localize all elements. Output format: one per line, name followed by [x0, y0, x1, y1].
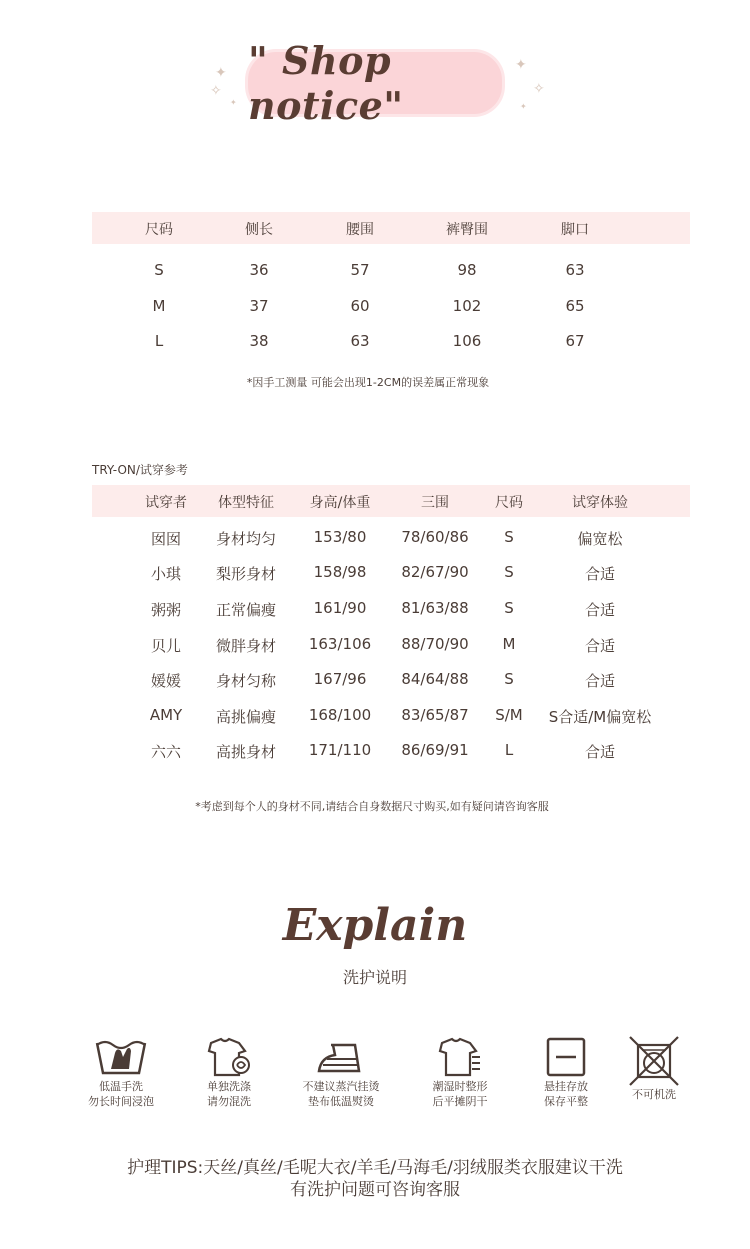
tryon-table-cell: 161/90	[313, 599, 367, 617]
tryon-table-cell: 梨形身材	[215, 565, 277, 583]
tryon-table-cell: 正常偏瘦	[215, 601, 277, 619]
tryon-table-cell: 167/96	[313, 670, 367, 688]
size-table-cell: 106	[452, 332, 482, 350]
tryon-table-cell: 微胖身材	[215, 637, 277, 655]
shop-notice-title: " Shop notice"	[248, 38, 404, 128]
care-item-dry-flat	[405, 1035, 515, 1109]
tryon-table-header-cell: 体型特征	[218, 495, 274, 511]
tryon-table-cell: 153/80	[313, 528, 367, 546]
explain-subtitle: 洗护说明	[342, 968, 407, 987]
star-icon: ✦	[215, 65, 227, 81]
care-line2: 保存平整	[544, 1095, 588, 1108]
iron-icon	[313, 1035, 369, 1079]
care-item-iron	[286, 1035, 396, 1109]
size-table-cell: 102	[452, 297, 482, 315]
tryon-table-cell: 78/60/86	[401, 528, 469, 546]
tryon-table-cell: 合适	[584, 637, 616, 655]
care-item-wash-separately	[174, 1035, 284, 1109]
size-table-cell: 57	[350, 261, 370, 279]
star-icon: ✦	[515, 57, 527, 73]
size-table-cell: S	[154, 261, 164, 279]
tryon-table-cell: 偏宽松	[577, 530, 623, 548]
care-line2: 勿长时间浸泡	[88, 1095, 154, 1108]
tryon-table-cell: 81/63/88	[401, 599, 469, 617]
tryon-table-cell: 合适	[584, 743, 616, 761]
tryon-table-cell: 88/70/90	[401, 635, 469, 653]
size-table-cell: 65	[565, 297, 585, 315]
tryon-table-cell: S	[504, 528, 514, 546]
tryon-table-cell: 身材匀称	[215, 672, 277, 690]
care-line1: 低温手洗	[99, 1080, 143, 1093]
tryon-table-cell: 171/110	[308, 741, 372, 759]
tryon-table-cell: 158/98	[313, 563, 367, 581]
care-line2: 垫布低温熨烫	[308, 1095, 374, 1108]
tryon-table-note: *考虑到每个人的身材不同,请结合自身数据尺寸购买,如有疑问请咨询客服	[195, 800, 549, 813]
tryon-table-header-cell: 尺码	[495, 495, 523, 511]
tryon-table-cell: 身材均匀	[215, 530, 277, 548]
tryon-table-cell: 163/106	[308, 635, 372, 653]
hand-wash-icon	[93, 1035, 149, 1079]
size-table-header-cell: 侧长	[245, 222, 273, 238]
no-machine-wash-icon	[626, 1035, 682, 1087]
tryon-table-cell: 168/100	[308, 706, 372, 724]
tryon-table-cell: AMY	[149, 706, 183, 724]
star-icon: ✦	[230, 98, 237, 107]
tryon-table-cell: 高挑身材	[215, 743, 277, 761]
care-line1: 不可机洗	[632, 1088, 676, 1101]
size-table-cell: 63	[565, 261, 585, 279]
tryon-table-cell: 合适	[584, 601, 616, 619]
tryon-table-cell: S	[504, 599, 514, 617]
tryon-table-cell: 小琪	[150, 565, 182, 583]
care-line1: 单独洗涤	[207, 1080, 251, 1093]
care-line1: 不建议蒸汽挂烫	[302, 1080, 380, 1093]
tryon-table-cell: L	[504, 741, 514, 759]
star-icon: ✧	[210, 83, 222, 99]
tryon-table-header-cell: 试穿者	[145, 495, 187, 511]
tryon-table-cell: S	[504, 563, 514, 581]
care-item-no-machine-wash	[599, 1035, 709, 1102]
size-table-cell: 36	[249, 261, 269, 279]
wash-separately-icon	[201, 1035, 257, 1079]
care-line2: 请勿混洗	[207, 1095, 251, 1108]
size-table-header-cell: 尺码	[145, 222, 173, 238]
star-icon: ✧	[533, 81, 545, 97]
tryon-table-cell: S/M	[495, 706, 523, 724]
care-line1: 潮湿时整形	[432, 1080, 488, 1093]
care-line1: 悬挂存放	[544, 1080, 588, 1093]
tryon-table-header-cell: 三围	[421, 495, 449, 511]
size-table-cell: M	[152, 297, 166, 315]
size-table-cell: 98	[457, 261, 477, 279]
tryon-table-cell: M	[502, 635, 516, 653]
tryon-section-title: TRY-ON/试穿参考	[92, 463, 188, 477]
star-icon: ✦	[520, 102, 527, 111]
tryon-table-cell: 83/65/87	[401, 706, 469, 724]
tryon-table-cell: 86/69/91	[401, 741, 469, 759]
size-table-cell: 60	[350, 297, 370, 315]
size-table-cell: 38	[249, 332, 269, 350]
tryon-table-cell: 84/64/88	[401, 670, 469, 688]
shop-notice-badge	[248, 38, 502, 128]
tryon-table-cell: 82/67/90	[401, 563, 469, 581]
size-table-cell: 37	[249, 297, 269, 315]
tryon-table-cell: 合适	[584, 672, 616, 690]
care-tips-line2: 有洗护问题可咨询客服	[290, 1180, 460, 1200]
tryon-table-cell: 贝儿	[150, 637, 182, 655]
tryon-table-cell: S	[504, 670, 514, 688]
tryon-table-header-cell: 试穿体验	[572, 495, 628, 511]
care-item-hand-wash	[66, 1035, 176, 1109]
tryon-table-cell: 囡囡	[150, 530, 182, 548]
size-table-header-cell: 裤臀围	[446, 222, 488, 238]
explain-title: Explain	[282, 900, 468, 951]
size-table-cell: 67	[565, 332, 585, 350]
tryon-table-cell: S合适/M偏宽松	[548, 708, 652, 726]
dry-flat-icon	[432, 1035, 488, 1079]
size-table-header-band	[92, 212, 690, 244]
size-table-cell: 63	[350, 332, 370, 350]
size-table-header-cell: 脚口	[561, 222, 589, 238]
care-line2: 后平摊阴干	[432, 1095, 488, 1108]
size-table-note: *因手工测量 可能会出现1-2CM的误差属正常现象	[246, 376, 490, 389]
tryon-table-header-cell: 身高/体重	[309, 495, 371, 511]
tryon-table-cell: 高挑偏瘦	[215, 708, 277, 726]
care-tips-line1: 护理TIPS:天丝/真丝/毛呢大衣/羊毛/马海毛/羽绒服类衣服建议干洗	[127, 1158, 623, 1178]
size-table-cell: L	[154, 332, 164, 350]
tryon-table-cell: 粥粥	[150, 601, 182, 619]
tryon-table-cell: 媛媛	[150, 672, 182, 690]
tryon-table-cell: 合适	[584, 565, 616, 583]
hang-dry-icon	[538, 1035, 594, 1079]
tryon-table-cell: 六六	[150, 743, 182, 761]
size-table-header-cell: 腰围	[346, 222, 374, 238]
